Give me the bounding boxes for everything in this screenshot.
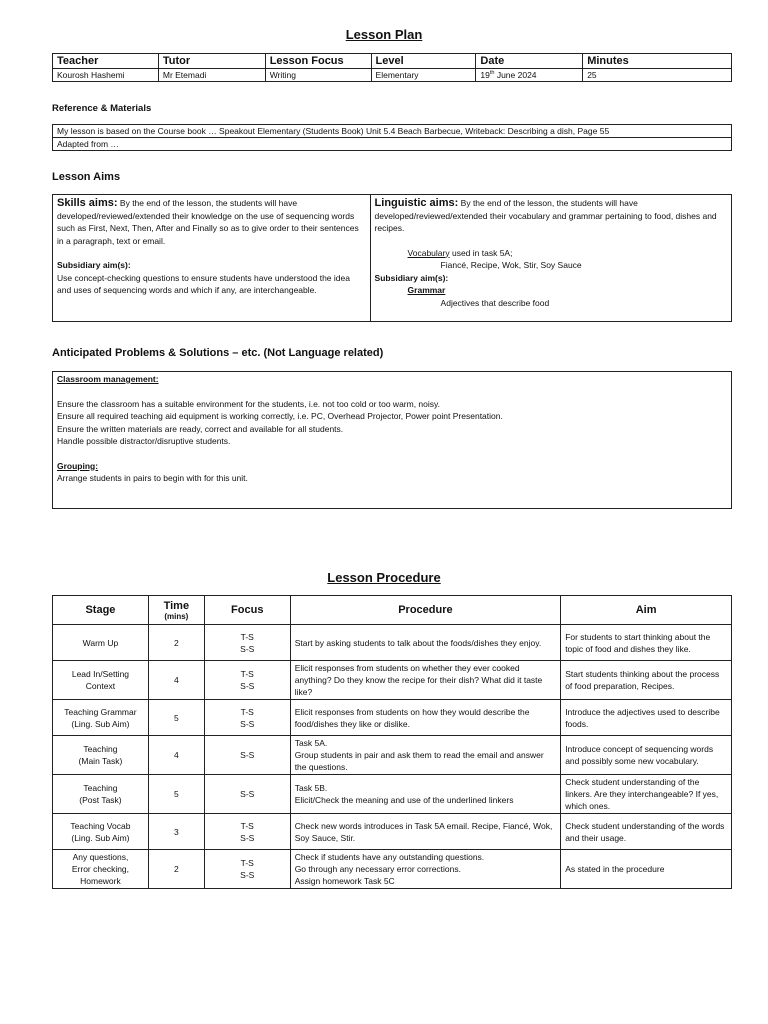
stage-cell — [53, 814, 149, 850]
page-title: Lesson Plan — [345, 27, 423, 42]
col-aim: Aim — [561, 596, 732, 625]
stage-cell-line: Context — [85, 681, 116, 691]
time-cell-line: 5 — [173, 712, 179, 723]
header-tutor: Tutor — [158, 54, 265, 69]
focus-cell-line: T-S — [240, 631, 254, 642]
procedure-row — [53, 625, 732, 661]
col-time-label: Time — [163, 599, 190, 612]
focus-cell — [204, 661, 290, 700]
subsidiary-aims-text-left: Use concept-checking questions to ensure students have understood the idea and uses of sequencing words and which if any, are interchangeable. — [57, 272, 350, 295]
procedure-cell — [290, 700, 561, 736]
minutes-value: 25 — [583, 69, 732, 82]
linguistic-aims-text: By the end of the lesson, the students will have developed/reviewed/extended their vocabulary and grammar pertaining to food, dishes and recipes. — [374, 198, 717, 233]
col-stage: Stage — [53, 596, 149, 625]
col-time-unit: (mins) — [164, 611, 189, 621]
procedure-row — [53, 850, 732, 889]
procedure-cell-line: Elicit/Check the meaning and use of the underlined linkers — [294, 795, 514, 805]
lesson-info-table — [52, 53, 732, 82]
procedure-row — [53, 814, 732, 850]
time-cell — [148, 775, 204, 814]
reference-line: My lesson is based on the Course book … Speakout Elementary (Students Book) Unit 5.4 Beach Barbecue, Writeback: Describing a dish, Page 55 — [53, 125, 732, 138]
aim-cell — [561, 775, 732, 814]
date-value — [476, 69, 583, 82]
vocabulary-line — [375, 247, 727, 260]
header-level: Level — [371, 54, 476, 69]
procedure-cell — [290, 775, 561, 814]
stage-cell-line: Lead In/Setting — [71, 669, 130, 679]
cm-line: Ensure all required teaching aid equipment is working correctly, i.e. PC, Overhead Projector, Power point Presentation. — [57, 411, 503, 421]
focus-cell — [204, 850, 290, 889]
time-cell-line: 2 — [173, 637, 179, 648]
aim-cell-line: As stated in the procedure — [565, 864, 665, 874]
subsidiary-aims-label-right: Subsidiary aim(s): — [374, 272, 449, 283]
date-day: 19 — [480, 70, 490, 80]
procedure-row — [53, 661, 732, 700]
time-cell-line: 3 — [173, 826, 179, 837]
aim-cell — [561, 814, 732, 850]
col-focus: Focus — [204, 596, 290, 625]
procedure-cell-line: Elicit responses from students on whether they ever cooked anything? Do they know the recipe for their dish? What did it taste like? — [294, 663, 543, 697]
time-cell-line: 4 — [173, 750, 179, 760]
stage-cell-line: (Main Task) — [78, 756, 123, 766]
col-time — [148, 596, 204, 625]
vocabulary-label: Vocabulary — [407, 247, 450, 258]
problems-cell — [53, 372, 732, 509]
stage-cell — [53, 625, 149, 661]
focus-cell — [204, 736, 290, 775]
aim-cell-line: For students to start thinking about the topic of food and dishes they like. — [565, 631, 711, 654]
procedure-title: Lesson Procedure — [327, 570, 441, 585]
grouping-label: Grouping: — [57, 460, 99, 471]
aim-cell-line: Introduce the adjectives used to describe foods. — [565, 706, 720, 729]
aim-cell — [561, 850, 732, 889]
time-cell — [148, 661, 204, 700]
aim-cell — [561, 736, 732, 775]
procedure-row — [53, 700, 732, 736]
aim-cell — [561, 661, 732, 700]
stage-cell-line: Warm Up — [82, 637, 119, 648]
cm-line: Handle possible distractor/disruptive students. — [57, 436, 231, 446]
stage-cell — [53, 775, 149, 814]
cm-line: Ensure the classroom has a suitable environment for the students, i.e. not too cold or too warm, noisy. — [57, 398, 441, 409]
grouping-text: Arrange students in pairs to begin with for this unit. — [57, 473, 248, 483]
procedure-cell-line: Go through any necessary error corrections. — [294, 864, 461, 874]
focus-cell-line: S-S — [240, 681, 255, 691]
linguistic-aims — [375, 197, 727, 235]
teacher-value: Kourosh Hashemi — [53, 69, 159, 82]
focus-cell-line: S-S — [240, 789, 255, 799]
adapted-from-line: Adapted from … — [53, 138, 732, 151]
stage-cell-line: Homework — [80, 876, 121, 886]
problems-heading: Anticipated Problems & Solutions – etc. (Not Language related) — [52, 347, 384, 359]
focus-cell-line: S-S — [240, 870, 255, 880]
time-cell — [148, 736, 204, 775]
grammar-label: Grammar — [407, 285, 446, 295]
procedure-cell — [290, 814, 561, 850]
focus-cell-line: T-S — [240, 820, 254, 831]
procedure-cell-line: Task 5B. — [294, 783, 328, 793]
procedure-cell — [290, 625, 561, 661]
level-value: Elementary — [371, 69, 476, 82]
subsidiary-aims-label-left: Subsidiary aim(s): — [57, 260, 131, 270]
lesson-focus-value: Writing — [265, 69, 371, 82]
aim-cell-line: Start students thinking about the process of food preparation, Recipes. — [565, 669, 720, 691]
aim-cell-line: Introduce concept of sequencing words and possibly some new vocabulary. — [565, 744, 714, 766]
time-cell-line: 4 — [173, 675, 179, 685]
linguistic-aims-label: Linguistic aims: — [374, 197, 459, 209]
focus-cell-line: S-S — [240, 718, 255, 729]
header-teacher: Teacher — [53, 54, 159, 69]
focus-cell-line: T-S — [240, 669, 254, 679]
linguistic-aims-cell — [370, 195, 731, 322]
stage-cell-line: Error checking, — [71, 864, 130, 874]
aim-cell-line: Check student understanding of the words and their usage. — [565, 820, 725, 843]
focus-cell-line: S-S — [240, 832, 255, 843]
procedure-cell-line: Group students in pair and ask them to read the email and answer the questions. — [294, 750, 544, 772]
time-cell-line: 5 — [173, 789, 179, 799]
header-minutes: Minutes — [583, 54, 732, 69]
procedure-cell — [290, 736, 561, 775]
skills-aims-text: By the end of the lesson, the students will have developed/reviewed/extended their knowledge on the use of sequencing words such as First, Next, Then, After and Finally so as to give order to their sentences in a paragraph, text or email. — [57, 198, 359, 246]
time-cell — [148, 700, 204, 736]
stage-cell-line: Any questions, — [72, 852, 129, 862]
cm-line: Ensure the written materials are ready, correct and available for all students. — [57, 423, 344, 434]
focus-cell-line: T-S — [240, 706, 254, 717]
vocabulary-text: used in task 5A; — [449, 247, 513, 258]
aim-cell-line: Check student understanding of the linkers. Are they interchangeable? If yes, which ones. — [565, 777, 719, 811]
focus-cell — [204, 775, 290, 814]
procedure-row — [53, 775, 732, 814]
procedure-cell — [290, 850, 561, 889]
stage-cell-line: (Post Task) — [79, 795, 122, 805]
stage-cell — [53, 736, 149, 775]
focus-cell-line: S-S — [240, 643, 255, 654]
procedure-row — [53, 736, 732, 775]
date-rest: June 2024 — [494, 70, 537, 80]
procedure-cell — [290, 661, 561, 700]
stage-cell-line: Teaching Vocab — [70, 820, 131, 831]
time-cell — [148, 850, 204, 889]
skills-aims — [57, 197, 366, 247]
stage-cell-line: Teaching — [83, 744, 118, 754]
focus-cell — [204, 814, 290, 850]
time-cell — [148, 814, 204, 850]
procedure-cell-line: Check new words introduces in Task 5A email. Recipe, Fiancé, Wok, Soy Sauce, Stir. — [294, 820, 553, 843]
lesson-aims-table — [52, 194, 732, 322]
classroom-management-label: Classroom management: — [57, 374, 159, 384]
procedure-cell-line: Start by asking students to talk about the foods/dishes they enjoy. — [294, 637, 542, 648]
skills-aims-cell — [53, 195, 371, 322]
procedure-cell-line: Assign homework Task 5C — [294, 876, 395, 886]
stage-cell — [53, 700, 149, 736]
problems-table — [52, 371, 732, 509]
stage-cell — [53, 661, 149, 700]
focus-cell-line: S-S — [240, 750, 255, 760]
lesson-aims-heading: Lesson Aims — [52, 171, 121, 183]
stage-cell-line: Teaching Grammar — [64, 706, 137, 717]
references-heading: Reference & Materials — [52, 103, 152, 114]
col-procedure: Procedure — [290, 596, 561, 625]
header-date: Date — [476, 54, 583, 69]
procedure-cell-line: Elicit responses from students on how they would describe the food/dishes they like or dislike. — [294, 706, 530, 729]
grammar-text: Adjectives that describe food — [440, 297, 550, 308]
aim-cell — [561, 625, 732, 661]
stage-cell-line: Teaching — [83, 783, 118, 793]
skills-aims-label: Skills aims: — [57, 197, 118, 209]
procedure-cell-line: Task 5A. — [294, 738, 328, 748]
vocabulary-words: Fiancé, Recipe, Wok, Stir, Soy Sauce — [440, 260, 582, 270]
focus-cell — [204, 625, 290, 661]
procedure-table — [52, 595, 732, 889]
tutor-value: Mr Etemadi — [158, 69, 265, 82]
aim-cell — [561, 700, 732, 736]
stage-cell-line: (Ling. Sub Aim) — [71, 718, 130, 729]
time-cell-line: 2 — [173, 864, 179, 874]
focus-cell-line: T-S — [240, 858, 254, 868]
header-lesson-focus: Lesson Focus — [265, 54, 371, 69]
focus-cell — [204, 700, 290, 736]
stage-cell — [53, 850, 149, 889]
stage-cell-line: (Ling. Sub Aim) — [71, 832, 130, 843]
references-table — [52, 124, 732, 151]
date-suffix: th — [489, 70, 495, 77]
procedure-cell-line: Check if students have any outstanding questions. — [294, 852, 485, 862]
time-cell — [148, 625, 204, 661]
